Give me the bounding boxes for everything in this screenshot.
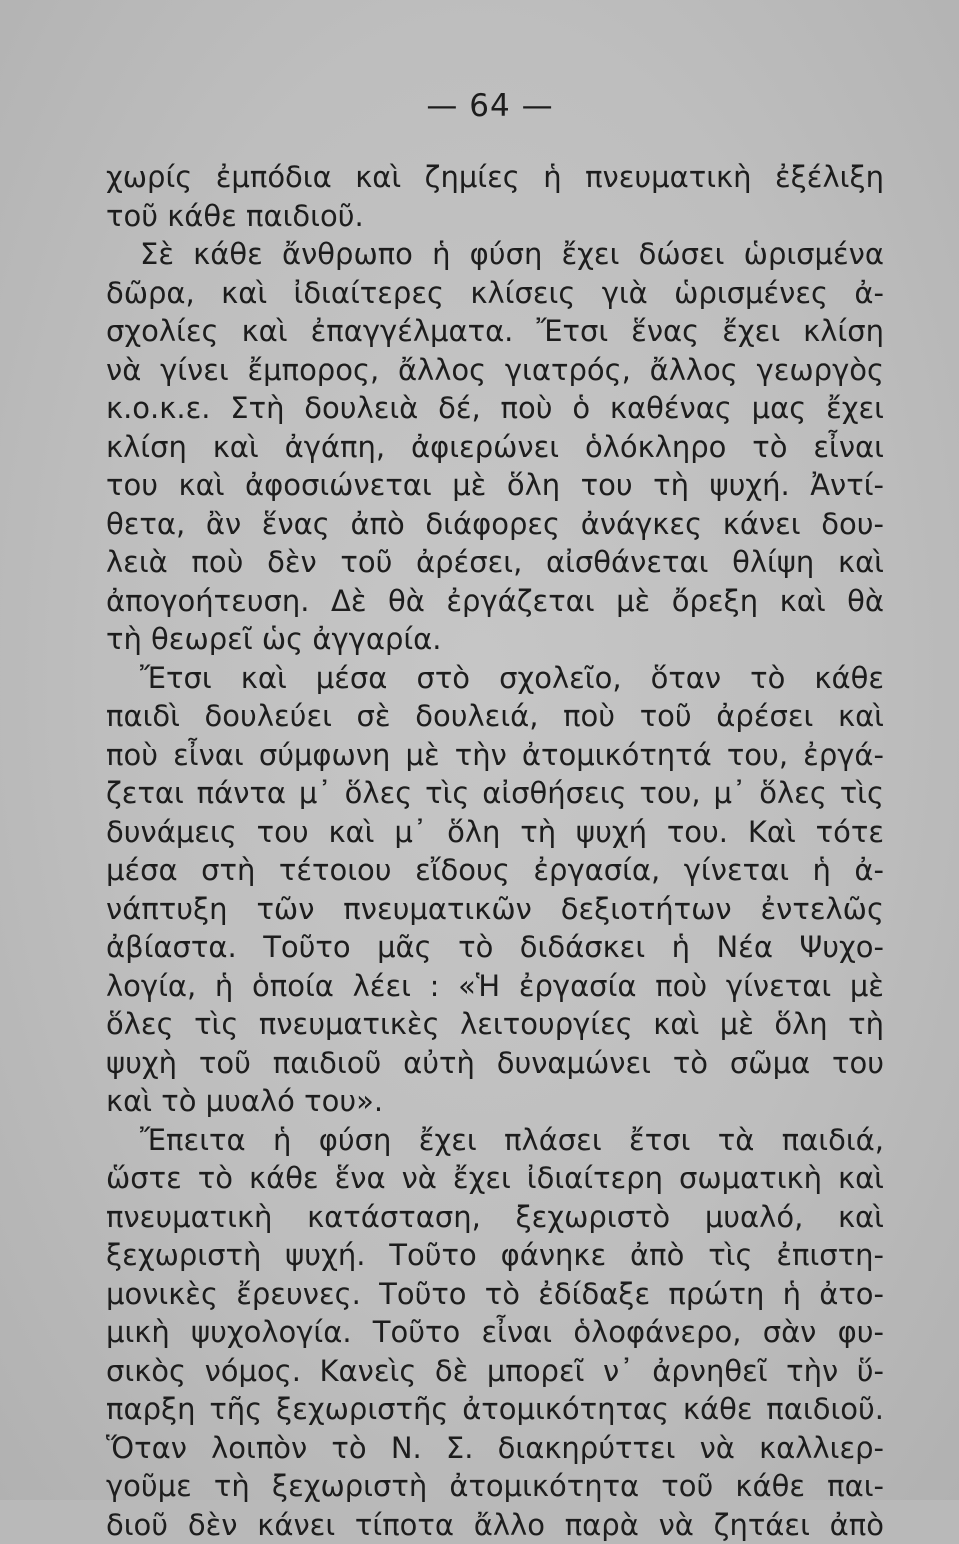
text-line: του καὶ ἀφοσιώνεται μὲ ὅλη του τὴ ψυχή. Ἀντί- [106,466,884,505]
text-line: μέσα στὴ τέτοιου εἴδους ἐργασία, γίνεται ἡ ἀ- [106,851,884,890]
text-line: κλίση καὶ ἀγάπη, ἀφιερώνει ὁλόκληρο τὸ εἶναι [106,428,884,467]
text-line: λογία, ἡ ὁποία λέει : «Ἡ ἐργασία ποὺ γίνεται μὲ [106,967,884,1006]
text-line: τοῦ κάθε παιδιοῦ. [106,197,884,236]
text-line: σικὸς νόμος. Κανεὶς δὲ μπορεῖ ν᾽ ἀρνηθεῖ τὴν ὕ- [106,1352,884,1391]
text-line: παιδὶ δουλεύει σὲ δουλειά, ποὺ τοῦ ἀρέσει καὶ [106,697,884,736]
text-line: νάπτυξη τῶν πνευματικῶν δεξιοτήτων ἐντελῶς [106,890,884,929]
text-line: ξεχωριστὴ ψυχή. Τοῦτο φάνηκε ἀπὸ τὶς ἐπιστη- [106,1236,884,1275]
text-line: Σὲ κάθε ἄνθρωπο ἡ φύση ἔχει δώσει ὡρισμένα [106,235,884,274]
text-line: Ἔτσι καὶ μέσα στὸ σχολεῖο, ὅταν τὸ κάθε [106,659,884,698]
text-line: διοῦ δὲν κάνει τίποτα ἄλλο παρὰ νὰ ζητάει ἀπὸ [106,1506,884,1544]
text-line: ὥστε τὸ κάθε ἕνα νὰ ἔχει ἰδιαίτερη σωματικὴ καὶ [106,1159,884,1198]
text-line: γοῦμε τὴ ξεχωριστὴ ἀτομικότητα τοῦ κάθε παι- [106,1467,884,1506]
text-line: ψυχὴ τοῦ παιδιοῦ αὐτὴ δυναμώνει τὸ σῶμα του [106,1044,884,1083]
text-line: δυνάμεις του καὶ μ᾽ ὅλη τὴ ψυχή του. Καὶ τότε [106,813,884,852]
text-line: μονικὲς ἔρευνες. Τοῦτο τὸ ἐδίδαξε πρώτη ἡ ἀτο- [106,1275,884,1314]
text-line: θετα, ἂν ἕνας ἀπὸ διάφορες ἀνάγκες κάνει δου- [106,505,884,544]
text-line: μικὴ ψυχολογία. Τοῦτο εἶναι ὁλοφάνερο, σὰν φυ- [106,1313,884,1352]
text-line: ἀπογοήτευση. Δὲ θὰ ἐργάζεται μὲ ὄρεξη καὶ θὰ [106,582,884,621]
text-line: παρξη τῆς ξεχωριστῆς ἀτομικότητας κάθε παιδιοῦ. [106,1390,884,1429]
text-line: ζεται πάντα μ᾽ ὅλες τὶς αἰσθήσεις του, μ᾽ ὅλες τὶς [106,774,884,813]
text-line: λειὰ ποὺ δὲν τοῦ ἀρέσει, αἰσθάνεται θλίψη καὶ [106,543,884,582]
text-line: δῶρα, καὶ ἰδιαίτερες κλίσεις γιὰ ὡρισμένες ἀ- [106,274,884,313]
text-line: ποὺ εἶναι σύμφωνη μὲ τὴν ἀτομικότητά του, ἐργά- [106,736,884,775]
body-text [106,158,884,1544]
text-line: Ἔπειτα ἡ φύση ἔχει πλάσει ἔτσι τὰ παιδιά, [106,1121,884,1160]
text-line: χωρίς ἐμπόδια καὶ ζημίες ἡ πνευματικὴ ἐξέλιξη [106,158,884,197]
text-line: Ὅταν λοιπὸν τὸ Ν. Σ. διακηρύττει νὰ καλλιερ- [106,1429,884,1468]
text-line: κ.ο.κ.ε. Στὴ δουλειὰ δέ, ποὺ ὁ καθένας μας ἔχει [106,389,884,428]
text-line: ὅλες τὶς πνευματικὲς λειτουργίες καὶ μὲ ὅλη τὴ [106,1005,884,1044]
text-line: ἀβίαστα. Τοῦτο μᾶς τὸ διδάσκει ἡ Νέα Ψυχο- [106,928,884,967]
text-line: τὴ θεωρεῖ ὡς ἀγγαρία. [106,620,884,659]
text-line: σχολίες καὶ ἐπαγγέλματα. Ἔτσι ἕνας ἔχει κλίση [106,312,884,351]
page-number: — 64 — [420,88,560,124]
text-line: πνευματικὴ κατάσταση, ξεχωριστὸ μυαλό, καὶ [106,1198,884,1237]
text-line: νὰ γίνει ἔμπορος, ἄλλος γιατρός, ἄλλος γεωργὸς [106,351,884,390]
text-line: καὶ τὸ μυαλό του». [106,1082,884,1121]
